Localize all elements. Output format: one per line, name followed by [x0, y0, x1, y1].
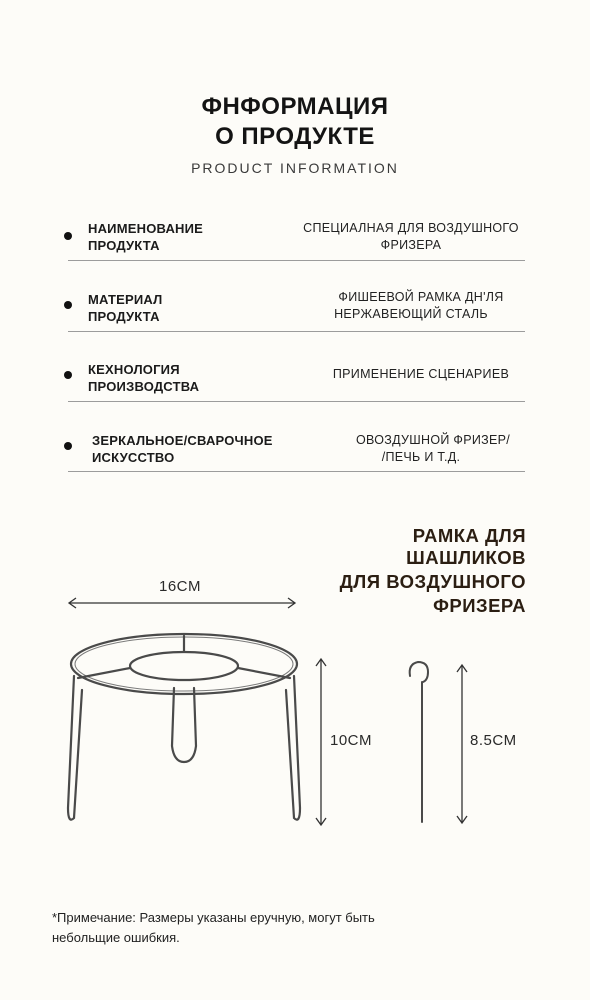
- info-value: ФРИЗЕРА: [380, 238, 442, 252]
- info-row-technology: [0, 353, 590, 423]
- info-value: ПРИМЕНЕНИЕ СЦЕНАРИЕВ: [332, 367, 510, 381]
- rack-height-label: 10CM: [330, 732, 373, 749]
- product-heading-line3: ДЛЯ ВОЗДУШНОГО: [339, 571, 526, 592]
- rack-height-arrow-icon: [314, 656, 328, 828]
- info-value: ФИШЕЕВОЙ РАМКА ДН'ЛЯ: [338, 290, 504, 304]
- info-label: ИСКУССТВО: [92, 450, 175, 465]
- info-value: /ПЕЧЬ И Т.Д.: [381, 450, 461, 464]
- info-label: ПРОДУКТА: [88, 309, 160, 324]
- footnote-line1: *Примечание: Размеры указаны еручную, могут быть: [52, 910, 375, 925]
- info-row-material: [0, 283, 590, 353]
- row-divider: [68, 471, 525, 472]
- bullet-icon: [64, 442, 72, 450]
- width-arrow-icon: [62, 596, 302, 610]
- skewer-illustration: [404, 658, 434, 830]
- row-divider: [68, 331, 525, 332]
- row-divider: [68, 260, 525, 261]
- info-row-name: [0, 212, 590, 282]
- info-row-usage: [0, 424, 590, 494]
- page-title-line2: О ПРОДУКТЕ: [215, 123, 375, 150]
- info-label: ПРОДУКТА: [88, 238, 160, 253]
- info-value: СПЕЦИАЛНАЯ ДЛЯ ВОЗДУШНОГО: [303, 221, 519, 235]
- info-value: ОВОЗДУШНОЙ ФРИЗЕР/: [355, 433, 511, 447]
- bullet-icon: [64, 232, 72, 240]
- info-label: КЕХНОЛОГИЯ: [88, 362, 180, 377]
- bullet-icon: [64, 371, 72, 379]
- page-title-line1: ФНФОРМАЦИЯ: [201, 93, 389, 120]
- rack-illustration: [58, 628, 310, 830]
- footnote-line2: небольщие ошибкия.: [52, 930, 180, 945]
- product-heading-line4: ФРИЗЕРА: [433, 595, 526, 616]
- product-heading-line1: РАМКА ДЛЯ: [412, 525, 526, 546]
- skewer-length-label: 8.5CM: [470, 732, 517, 749]
- skewer-height-arrow-icon: [455, 662, 469, 826]
- info-label: ЗЕРКАЛЬНОЕ/СВАРОЧНОЕ: [92, 433, 273, 448]
- width-dimension-label: 16CM: [158, 578, 201, 595]
- page-subtitle: PRODUCT INFORMATION: [191, 160, 399, 176]
- info-value: НЕРЖАВЕЮЩИЙ СТАЛЬ: [334, 307, 488, 321]
- product-heading-line2: ШАШЛИКОВ: [406, 547, 526, 568]
- row-divider: [68, 401, 525, 402]
- info-label: ПРОИЗВОДСТВА: [88, 379, 200, 394]
- bullet-icon: [64, 301, 72, 309]
- info-label: МАТЕРИАЛ: [88, 292, 163, 307]
- info-label: НАИМЕНОВАНИЕ: [88, 221, 204, 236]
